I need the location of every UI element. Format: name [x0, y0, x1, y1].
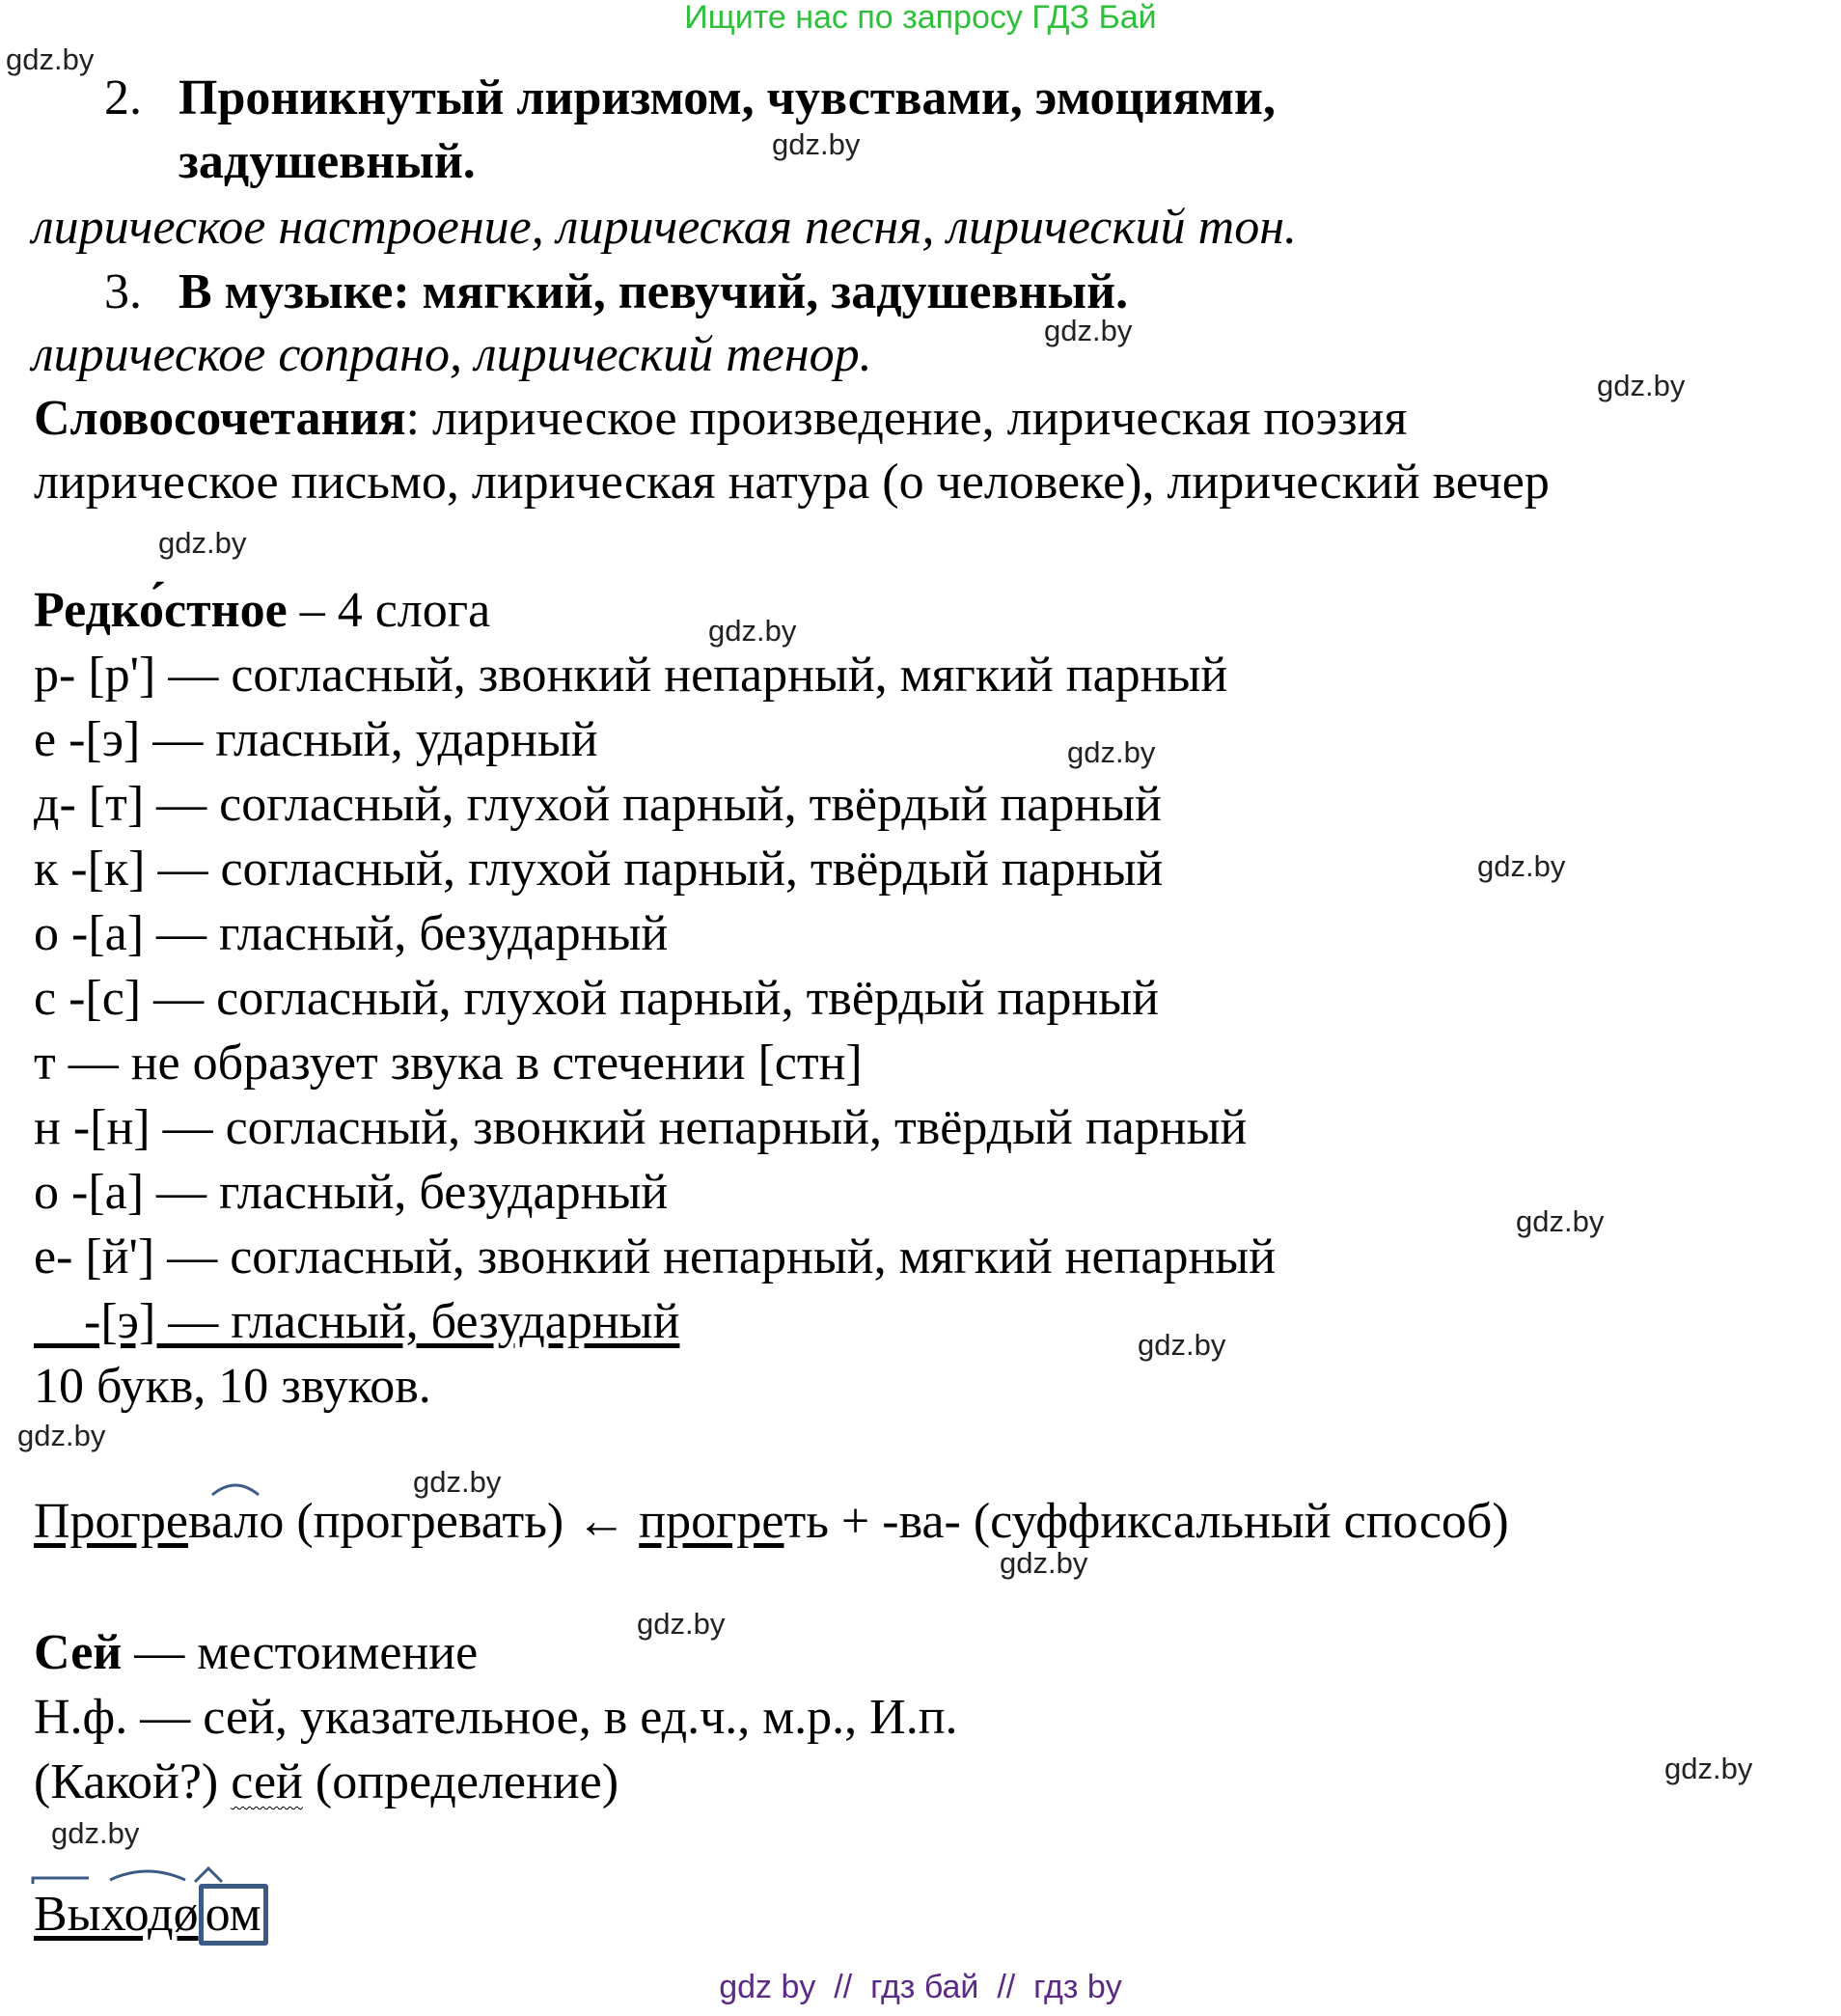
watermark: gdz.by [1044, 314, 1133, 347]
watermark: gdz.by [158, 526, 247, 560]
base-rest: ть + -ва- (суффиксальный способ) [783, 1494, 1509, 1549]
watermark: gdz.by [17, 1419, 106, 1452]
sound-row: с -[с] — согласный, глухой парный, твёрдый парный [34, 971, 1159, 1026]
meaning-3-definition: В музыке: мягкий, певучий, задушевный. [179, 264, 1129, 319]
morpheme-base: Выходø [34, 1887, 199, 1942]
sound-row-last: -[э] — гласный, безударный [34, 1294, 680, 1349]
collocations-label: Словосочетания [34, 391, 406, 446]
attribute-word: сей [231, 1754, 303, 1809]
syntax-role: (определение) [302, 1754, 619, 1809]
sound-row: е -[э] — гласный, ударный [34, 712, 598, 767]
watermark: gdz.by [1067, 735, 1156, 769]
sound-row: е- [й'] — согласный, звонкий непарный, мягкий непарный [34, 1229, 1277, 1284]
collocations-line-2: лирическое письмо, лирическая натура (о человеке), лирический вечер [34, 455, 1550, 510]
collocations-line-1 [34, 390, 1407, 448]
letters-sounds-summary: 10 букв, 10 звуков. [34, 1359, 431, 1414]
watermark: gdz.by [637, 1607, 726, 1641]
watermark: gdz.by [413, 1465, 502, 1499]
word-root: Прогре [34, 1494, 188, 1549]
syllable-count: – 4 слога [287, 583, 491, 638]
meaning-2-number: 2. [104, 70, 142, 125]
watermark: gdz.by [1138, 1328, 1226, 1362]
watermark: gdz.by [6, 42, 95, 76]
sound-row: т — не образует звука в стечении [стн] [34, 1036, 863, 1091]
meaning-3-example: лирическое сопрано, лирический тенор. [32, 327, 872, 382]
pronoun-form: Н.ф. — сей, указательное, в ед.ч., м.р., И.п. [34, 1690, 958, 1745]
derivation-line [34, 1493, 1509, 1551]
pronoun-heading [34, 1624, 478, 1682]
sound-row: р- [р'] — согласный, звонкий непарный, мягкий парный [34, 648, 1228, 703]
phonetic-word: Редко́стное [34, 583, 288, 638]
watermark: gdz.by [772, 127, 861, 161]
meaning-2-definition: Проникнутый лиризмом, чувствами, эмоциями, [179, 70, 1276, 125]
search-banner[interactable]: Ищите нас по запросу ГДЗ Бай [684, 0, 1157, 36]
sound-row: д- [т] — согласный, глухой парный, твёрдый парный [34, 777, 1162, 832]
footer-links[interactable]: gdz by // гдз бай // гдз by [719, 1969, 1122, 2005]
base-root: прогре [639, 1494, 784, 1549]
pronoun-word: Сей [34, 1625, 123, 1680]
question: (Какой?) [34, 1754, 232, 1809]
sound-row: н -[н] — согласный, звонкий непарный, твёрдый парный [34, 1100, 1248, 1155]
pronoun-pos: — местоимение [122, 1625, 479, 1680]
watermark: gdz.by [708, 614, 797, 648]
morpheme-word [34, 1884, 268, 1946]
watermark: gdz.by [1516, 1204, 1605, 1238]
watermark: gdz.by [51, 1816, 140, 1850]
meaning-2-example: лирическое настроение, лирическая песня, лирический тон. [32, 200, 1297, 255]
morpheme-ending: ом [199, 1884, 268, 1946]
sound-row: о -[а] — гласный, безударный [34, 906, 669, 961]
watermark: gdz.by [1664, 1752, 1753, 1785]
pronoun-syntax [34, 1754, 618, 1811]
watermark: gdz.by [1597, 369, 1686, 402]
sound-row: к -[к] — согласный, глухой парный, твёрдый парный [34, 842, 1164, 897]
meaning-3-number: 3. [104, 264, 142, 319]
meaning-2-definition-cont: задушевный. [179, 134, 476, 189]
phonetic-heading [34, 582, 490, 640]
word-rest: вало (прогревать) ← [187, 1494, 640, 1549]
watermark: gdz.by [1477, 849, 1566, 883]
sound-row: о -[а] — гласный, безударный [34, 1165, 669, 1220]
watermark: gdz.by [1000, 1546, 1088, 1580]
collocations-text: : лирическое произведение, лирическая поэзия [405, 391, 1408, 446]
